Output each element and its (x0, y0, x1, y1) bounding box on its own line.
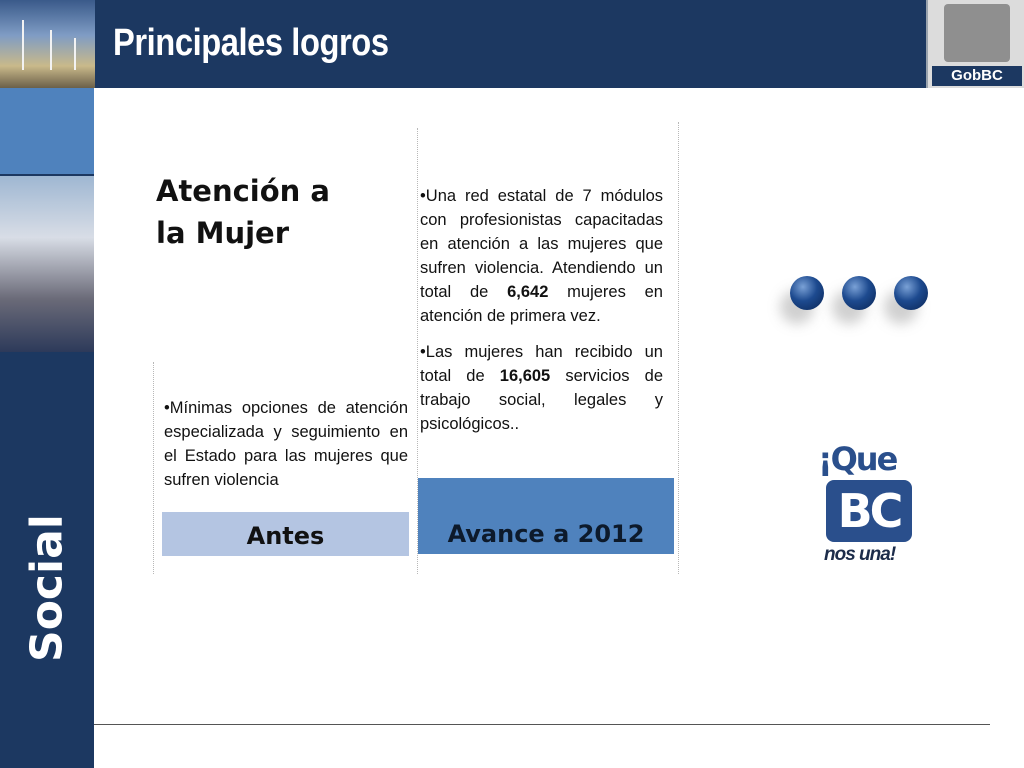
avance-paragraph (420, 340, 663, 436)
campaign-line: ¡Que (818, 440, 897, 478)
text-span: mujeres en atención de primera vez. (420, 283, 663, 325)
topic-title-line: Atención a (156, 174, 330, 208)
header-bar (0, 0, 1024, 88)
wind-farm-photo (0, 0, 95, 88)
avance-label: Avance a 2012 (418, 478, 674, 554)
highlight-number: 6,642 (507, 283, 549, 301)
antes-label: Antes (162, 512, 409, 556)
text-span: •Una red estatal de 7 módulos con profesionistas capacitadas en atención a las mujeres que sufren violencia. Atendiendo un total de (420, 187, 663, 301)
text-span: •Las mujeres han recibido un total de (420, 343, 663, 385)
text-span: servicios de trabajo social, legales y psicológicos.. (420, 367, 663, 433)
sidebar-accent (0, 88, 94, 174)
gobbc-logo (926, 0, 1024, 88)
sidebar (0, 88, 94, 768)
topic-title-line: la Mujer (156, 216, 290, 250)
topic-title (156, 170, 396, 254)
highlight-number: 16,605 (499, 367, 551, 385)
section-label: Social (21, 514, 73, 662)
column-divider (153, 362, 154, 574)
avance-text (420, 184, 663, 448)
bubble-icon (842, 276, 876, 310)
campaign-line: BC (826, 480, 912, 542)
bubble-icon (894, 276, 928, 310)
campaign-logo (816, 440, 920, 574)
state-seal-icon (944, 4, 1010, 62)
campaign-line: nos una! (824, 544, 896, 565)
footer-divider (94, 724, 990, 725)
column-divider (678, 122, 679, 574)
logo-text: GobBC (932, 66, 1022, 86)
avance-paragraph (420, 184, 663, 328)
antes-text: •Mínimas opciones de atención especializada y seguimiento en el Estado para las mujeres que sufren violencia (164, 399, 408, 489)
bubble-icon (790, 276, 824, 310)
page-title: Principales logros (113, 22, 389, 64)
people-photo (0, 176, 94, 352)
